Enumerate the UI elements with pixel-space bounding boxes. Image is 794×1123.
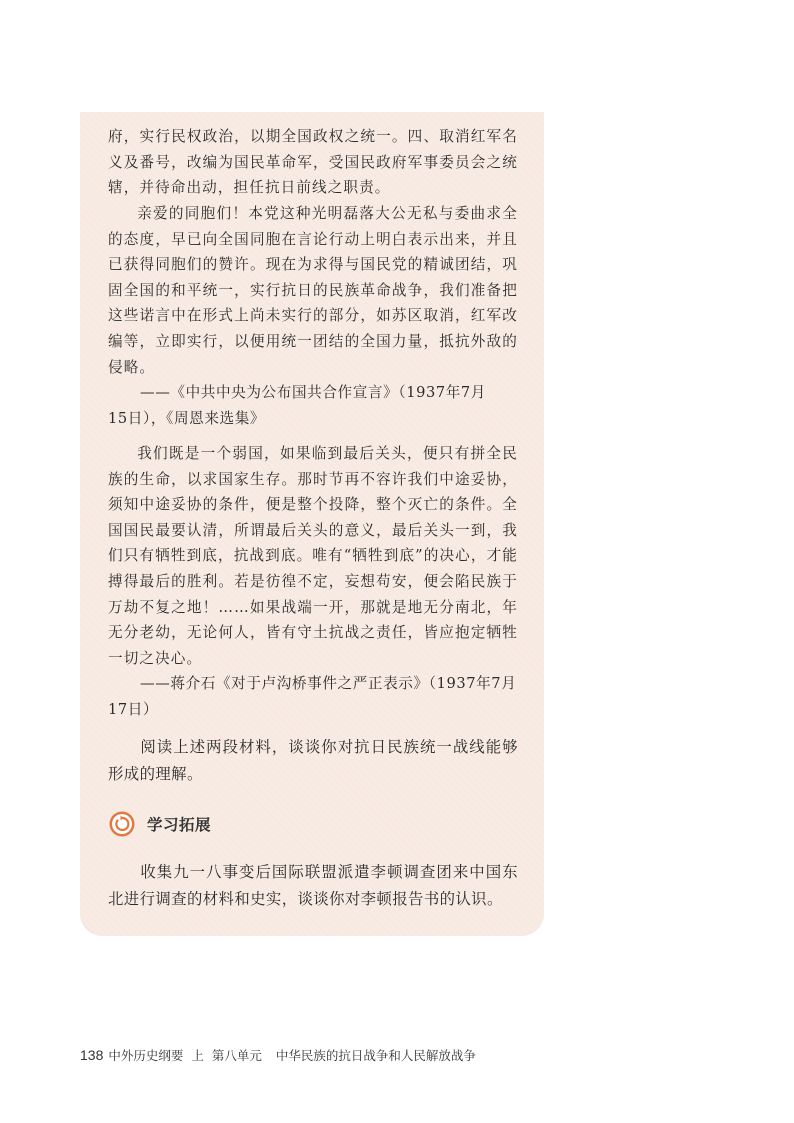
- material-1-paragraph: 亲爱的同胞们！本党这种光明磊落大公无私与委曲求全的态度，早已向全国同胞在言论行动上明白表示出来，并且已获得同胞们的赞许。现在为求得与国民党的精诚团结，巩固全国的和平统一，实行抗日的民族革命战争，我们准备把这些诺言中在形式上尚未实行的部分，如苏区取消，红军改编等，立即实行，以便用统一团结的全国力量，抵抗外敌的侵略。: [108, 205, 518, 376]
- discussion-question: 阅读上述两段材料，谈谈你对抗日民族统一战线能够形成的理解。: [108, 739, 518, 783]
- page-number: 138: [80, 1047, 104, 1063]
- material-2-source: [108, 671, 518, 722]
- unit-title: 中华民族的抗日战争和人民解放战争: [275, 1049, 476, 1063]
- page-footer: [80, 1046, 476, 1064]
- material-2-source-line1: ——蒋介石《对于卢沟桥事件之严正表示》（1937年7月: [140, 675, 517, 692]
- circular-arrow-icon: [108, 810, 136, 838]
- learning-extension-title: 学习拓展: [147, 817, 212, 834]
- unit-label: 第八单元: [211, 1049, 262, 1063]
- material-1-source-line2: 15日），《周恩来选集》: [108, 409, 266, 427]
- material-1-source-line1: ——《中共中央为公布国共合作宣言》（1937年7月: [140, 384, 487, 401]
- material-2-source-line2: 17日）: [108, 700, 159, 718]
- material-1-source: [108, 380, 518, 431]
- volume-label: 上: [191, 1049, 204, 1063]
- material-1-continuation: 府，实行民权政治，以期全国政权之统一。四、取消红军名义及番号，改编为国民革命军，受国民政府军事委员会之统辖，并待命出动，担任抗日前线之职责。: [108, 128, 518, 197]
- learning-extension-header: [108, 809, 211, 839]
- material-2-paragraph: 我们既是一个弱国，如果临到最后关头，便只有拼全民族的生命，以求国家生存。那时节再不容许我们中途妥协，须知中途妥协的条件，便是整个投降，整个灭亡的条件。全国国民最要认清，所谓最后关头的意义，最后关头一到，我们只有牺牲到底，抗战到底。唯有“牺牲到底”的决心，才能搏得最后的胜利。若是彷徨不定，妄想苟安，便会陷民族于万劫不复之地！……如果战端一开，那就是地无分南北，年无分老幼，无论何人，皆有守土抗战之责任，皆应抱定牺牲一切之决心。: [108, 445, 518, 667]
- learning-extension-body: 收集九一八事变后国际联盟派遣李顿调查团来中国东北进行调查的材料和史实，谈谈你对李顿报告书的认识。: [108, 864, 518, 908]
- book-title: 中外历史纲要: [108, 1049, 184, 1063]
